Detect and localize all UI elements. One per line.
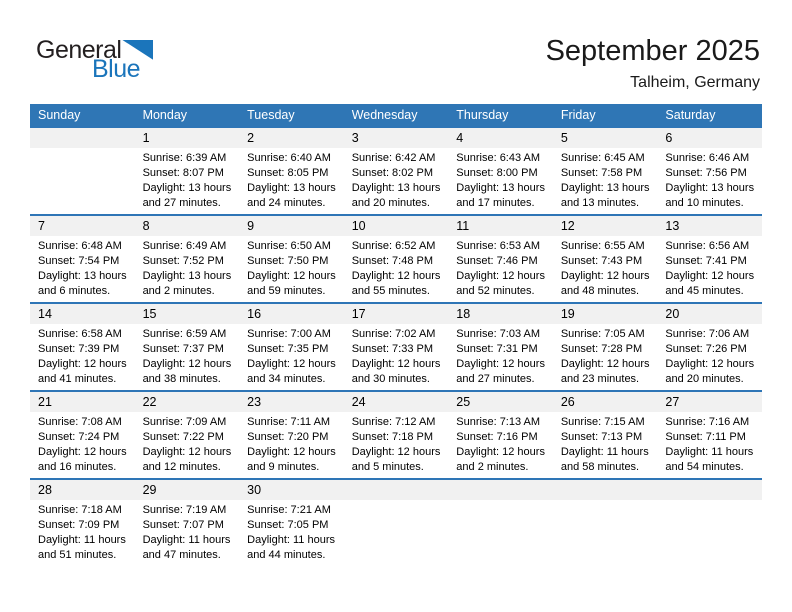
day-details — [239, 236, 344, 299]
day-number: 15 — [135, 304, 240, 324]
daylight-text: Daylight: 12 hours and 9 minutes. — [247, 446, 336, 473]
day-number — [657, 480, 762, 500]
sunset-text: Sunset: 7:58 PM — [560, 167, 643, 179]
calendar-cell — [553, 392, 658, 478]
day-details — [344, 148, 449, 211]
day-number: 24 — [344, 392, 449, 412]
sunset-text: Sunset: 7:56 PM — [665, 167, 747, 179]
sunrise-text: Sunrise: 7:19 AM — [142, 504, 227, 516]
day-number: 1 — [135, 128, 240, 148]
calendar-cell — [553, 216, 658, 302]
sunset-text: Sunset: 8:00 PM — [456, 167, 538, 179]
sunrise-text: Sunrise: 7:15 AM — [560, 416, 645, 428]
sunrise-text: Sunrise: 6:42 AM — [351, 152, 436, 164]
day-details — [657, 236, 762, 299]
daylight-text: Daylight: 12 hours and 38 minutes. — [142, 358, 232, 385]
calendar-cell — [344, 480, 449, 566]
calendar-weeks — [30, 126, 762, 566]
sunrise-text: Sunrise: 7:13 AM — [456, 416, 541, 428]
sunrise-text: Sunrise: 7:06 AM — [665, 328, 750, 340]
daylight-text: Daylight: 12 hours and 16 minutes. — [38, 446, 127, 473]
day-number: 18 — [448, 304, 553, 324]
day-details — [553, 236, 658, 299]
sunset-text: Sunset: 7:35 PM — [247, 343, 329, 355]
day-number: 25 — [448, 392, 553, 412]
sunset-text: Sunset: 7:05 PM — [247, 519, 329, 531]
day-number: 8 — [135, 216, 240, 236]
weekday-wednesday: Wednesday — [351, 108, 418, 122]
sunset-text: Sunset: 7:52 PM — [142, 255, 224, 267]
day-details — [657, 148, 762, 211]
sunrise-text: Sunrise: 7:11 AM — [247, 416, 331, 428]
day-number: 7 — [30, 216, 135, 236]
sunrise-text: Sunrise: 7:21 AM — [247, 504, 331, 516]
day-number: 17 — [344, 304, 449, 324]
calendar-cell — [30, 392, 135, 478]
day-details — [135, 236, 240, 299]
sunrise-text: Sunrise: 6:55 AM — [560, 240, 645, 252]
sunrise-text: Sunrise: 7:08 AM — [38, 416, 122, 428]
sunset-text: Sunset: 7:18 PM — [351, 431, 434, 443]
calendar-cell — [448, 480, 553, 566]
daylight-text: Daylight: 11 hours and 51 minutes. — [38, 534, 126, 561]
sunrise-text: Sunrise: 6:43 AM — [456, 152, 541, 164]
sunset-text: Sunset: 7:20 PM — [247, 431, 329, 443]
logo-text-general: General — [36, 36, 122, 64]
location-subtitle: Talheim, Germany — [630, 73, 760, 91]
sunset-text: Sunset: 8:07 PM — [142, 167, 224, 179]
day-details — [344, 236, 449, 299]
day-number: 11 — [448, 216, 553, 236]
day-details — [448, 412, 553, 475]
sunrise-text: Sunrise: 6:49 AM — [142, 240, 227, 252]
day-number: 12 — [553, 216, 658, 236]
day-details — [448, 148, 553, 211]
sunrise-text: Sunrise: 7:00 AM — [247, 328, 331, 340]
sunrise-text: Sunrise: 6:39 AM — [142, 152, 227, 164]
sunset-text: Sunset: 8:02 PM — [351, 167, 434, 179]
weekday-header-row — [30, 104, 762, 126]
sunrise-text: Sunrise: 6:59 AM — [142, 328, 227, 340]
daylight-text: Daylight: 12 hours and 41 minutes. — [38, 358, 127, 385]
sunrise-text: Sunrise: 6:45 AM — [560, 152, 645, 164]
calendar-cell — [657, 392, 762, 478]
day-number — [30, 128, 135, 148]
daylight-text: Daylight: 12 hours and 20 minutes. — [665, 358, 755, 385]
day-number: 9 — [239, 216, 344, 236]
daylight-text: Daylight: 12 hours and 27 minutes. — [456, 358, 545, 385]
sunrise-text: Sunrise: 6:50 AM — [247, 240, 331, 252]
daylight-text: Daylight: 12 hours and 2 minutes. — [456, 446, 545, 473]
calendar-cell — [239, 216, 344, 302]
day-number — [344, 480, 449, 500]
week-row — [30, 214, 762, 302]
daylight-text: Daylight: 13 hours and 17 minutes. — [456, 182, 545, 209]
sunset-text: Sunset: 7:31 PM — [456, 343, 538, 355]
week-row — [30, 302, 762, 390]
week-row — [30, 478, 762, 566]
weekday-monday: Monday — [142, 108, 188, 122]
day-number: 23 — [239, 392, 344, 412]
daylight-text: Daylight: 12 hours and 45 minutes. — [665, 270, 755, 297]
day-details — [135, 412, 240, 475]
calendar-cell — [135, 480, 240, 566]
sunset-text: Sunset: 7:07 PM — [142, 519, 224, 531]
day-number: 6 — [657, 128, 762, 148]
day-details — [553, 412, 658, 475]
daylight-text: Daylight: 13 hours and 13 minutes. — [560, 182, 650, 209]
day-details — [553, 324, 658, 387]
sunrise-text: Sunrise: 7:05 AM — [560, 328, 645, 340]
sunrise-text: Sunrise: 6:48 AM — [38, 240, 122, 252]
calendar-cell — [239, 128, 344, 214]
day-details — [30, 500, 135, 563]
sunset-text: Sunset: 7:09 PM — [38, 519, 120, 531]
calendar-cell — [448, 304, 553, 390]
daylight-text: Daylight: 12 hours and 30 minutes. — [351, 358, 441, 385]
day-number: 29 — [135, 480, 240, 500]
calendar-cell — [30, 216, 135, 302]
calendar-cell — [553, 304, 658, 390]
sunset-text: Sunset: 7:24 PM — [38, 431, 120, 443]
sunset-text: Sunset: 7:26 PM — [665, 343, 747, 355]
sunset-text: Sunset: 7:16 PM — [456, 431, 538, 443]
daylight-text: Daylight: 11 hours and 58 minutes. — [560, 446, 649, 473]
sunset-text: Sunset: 7:41 PM — [665, 255, 747, 267]
logo-text-blue: Blue — [92, 55, 141, 83]
day-number — [553, 480, 658, 500]
sunset-text: Sunset: 7:37 PM — [142, 343, 224, 355]
sunset-text: Sunset: 7:33 PM — [351, 343, 434, 355]
daylight-text: Daylight: 11 hours and 47 minutes. — [142, 534, 231, 561]
sunrise-text: Sunrise: 6:52 AM — [351, 240, 436, 252]
sunrise-text: Sunrise: 7:09 AM — [142, 416, 227, 428]
daylight-text: Daylight: 12 hours and 34 minutes. — [247, 358, 336, 385]
sunset-text: Sunset: 7:11 PM — [665, 431, 746, 443]
day-number: 2 — [239, 128, 344, 148]
sunrise-text: Sunrise: 6:53 AM — [456, 240, 541, 252]
daylight-text: Daylight: 13 hours and 10 minutes. — [665, 182, 755, 209]
daylight-text: Daylight: 13 hours and 20 minutes. — [351, 182, 441, 209]
calendar-cell — [30, 304, 135, 390]
calendar-cell — [344, 216, 449, 302]
daylight-text: Daylight: 12 hours and 23 minutes. — [560, 358, 650, 385]
day-number: 26 — [553, 392, 658, 412]
sunrise-text: Sunrise: 7:12 AM — [351, 416, 436, 428]
calendar-cell — [553, 480, 658, 566]
calendar-cell — [30, 128, 135, 214]
day-details — [657, 324, 762, 387]
month-title: September 2025 — [545, 35, 760, 67]
day-details — [448, 324, 553, 387]
sunset-text: Sunset: 7:54 PM — [38, 255, 120, 267]
weekday-friday: Friday — [560, 108, 596, 122]
calendar-cell — [239, 304, 344, 390]
day-details — [135, 148, 240, 211]
sunset-text: Sunset: 7:50 PM — [247, 255, 329, 267]
sunset-text: Sunset: 7:46 PM — [456, 255, 538, 267]
daylight-text: Daylight: 13 hours and 6 minutes. — [38, 270, 127, 297]
day-details — [344, 412, 449, 475]
day-number: 20 — [657, 304, 762, 324]
weekday-tuesday: Tuesday — [247, 108, 295, 122]
sunset-text: Sunset: 7:13 PM — [560, 431, 643, 443]
calendar-table — [30, 104, 762, 566]
sunset-text: Sunset: 7:39 PM — [38, 343, 120, 355]
daylight-text: Daylight: 11 hours and 44 minutes. — [247, 534, 335, 561]
day-details — [657, 412, 762, 475]
sunrise-text: Sunrise: 6:40 AM — [247, 152, 331, 164]
sunrise-text: Sunrise: 6:46 AM — [665, 152, 750, 164]
sunset-text: Sunset: 7:48 PM — [351, 255, 434, 267]
daylight-text: Daylight: 12 hours and 52 minutes. — [456, 270, 545, 297]
day-details — [448, 236, 553, 299]
day-number: 19 — [553, 304, 658, 324]
sunset-text: Sunset: 8:05 PM — [247, 167, 329, 179]
calendar-cell — [239, 480, 344, 566]
day-details — [30, 236, 135, 299]
day-number: 27 — [657, 392, 762, 412]
day-details — [239, 324, 344, 387]
day-number: 16 — [239, 304, 344, 324]
week-row — [30, 390, 762, 478]
calendar-cell — [135, 304, 240, 390]
day-number: 10 — [344, 216, 449, 236]
day-details — [239, 412, 344, 475]
weekday-saturday: Saturday — [665, 108, 716, 122]
weekday-sunday: Sunday — [38, 108, 81, 122]
calendar-cell — [344, 304, 449, 390]
daylight-text: Daylight: 13 hours and 27 minutes. — [142, 182, 232, 209]
daylight-text: Daylight: 12 hours and 12 minutes. — [142, 446, 232, 473]
day-number: 4 — [448, 128, 553, 148]
calendar-cell — [135, 392, 240, 478]
calendar-cell — [553, 128, 658, 214]
day-number: 22 — [135, 392, 240, 412]
day-number: 13 — [657, 216, 762, 236]
day-number: 28 — [30, 480, 135, 500]
calendar-cell — [239, 392, 344, 478]
daylight-text: Daylight: 11 hours and 54 minutes. — [665, 446, 754, 473]
day-details — [553, 148, 658, 211]
calendar-cell — [657, 216, 762, 302]
day-details — [344, 324, 449, 387]
calendar-cell — [448, 128, 553, 214]
calendar-cell — [448, 392, 553, 478]
calendar-cell — [30, 480, 135, 566]
sunrise-text: Sunrise: 7:02 AM — [351, 328, 436, 340]
week-row — [30, 126, 762, 214]
daylight-text: Daylight: 12 hours and 48 minutes. — [560, 270, 650, 297]
sunrise-text: Sunrise: 7:18 AM — [38, 504, 122, 516]
daylight-text: Daylight: 12 hours and 5 minutes. — [351, 446, 441, 473]
weekday-thursday: Thursday — [456, 108, 509, 122]
day-details — [30, 412, 135, 475]
calendar-cell — [135, 128, 240, 214]
sunrise-text: Sunrise: 6:58 AM — [38, 328, 122, 340]
calendar-cell — [657, 304, 762, 390]
day-details — [239, 148, 344, 211]
title-block — [546, 36, 760, 92]
calendar-cell — [657, 128, 762, 214]
daylight-text: Daylight: 13 hours and 2 minutes. — [142, 270, 232, 297]
sunset-text: Sunset: 7:22 PM — [142, 431, 224, 443]
day-details — [30, 324, 135, 387]
sunset-text: Sunset: 7:28 PM — [560, 343, 643, 355]
day-details — [135, 500, 240, 563]
calendar-cell — [657, 480, 762, 566]
day-number: 30 — [239, 480, 344, 500]
day-number: 3 — [344, 128, 449, 148]
daylight-text: Daylight: 12 hours and 59 minutes. — [247, 270, 336, 297]
day-number: 5 — [553, 128, 658, 148]
calendar-cell — [344, 128, 449, 214]
calendar-cell — [135, 216, 240, 302]
day-number: 21 — [30, 392, 135, 412]
calendar-cell — [448, 216, 553, 302]
sunrise-text: Sunrise: 6:56 AM — [665, 240, 750, 252]
sunrise-text: Sunrise: 7:16 AM — [665, 416, 750, 428]
sunrise-text: Sunrise: 7:03 AM — [456, 328, 541, 340]
daylight-text: Daylight: 12 hours and 55 minutes. — [351, 270, 441, 297]
day-number — [448, 480, 553, 500]
day-number: 14 — [30, 304, 135, 324]
day-details — [239, 500, 344, 563]
day-details — [135, 324, 240, 387]
calendar-cell — [344, 392, 449, 478]
sunset-text: Sunset: 7:43 PM — [560, 255, 643, 267]
daylight-text: Daylight: 13 hours and 24 minutes. — [247, 182, 336, 209]
general-blue-logo — [36, 38, 153, 82]
